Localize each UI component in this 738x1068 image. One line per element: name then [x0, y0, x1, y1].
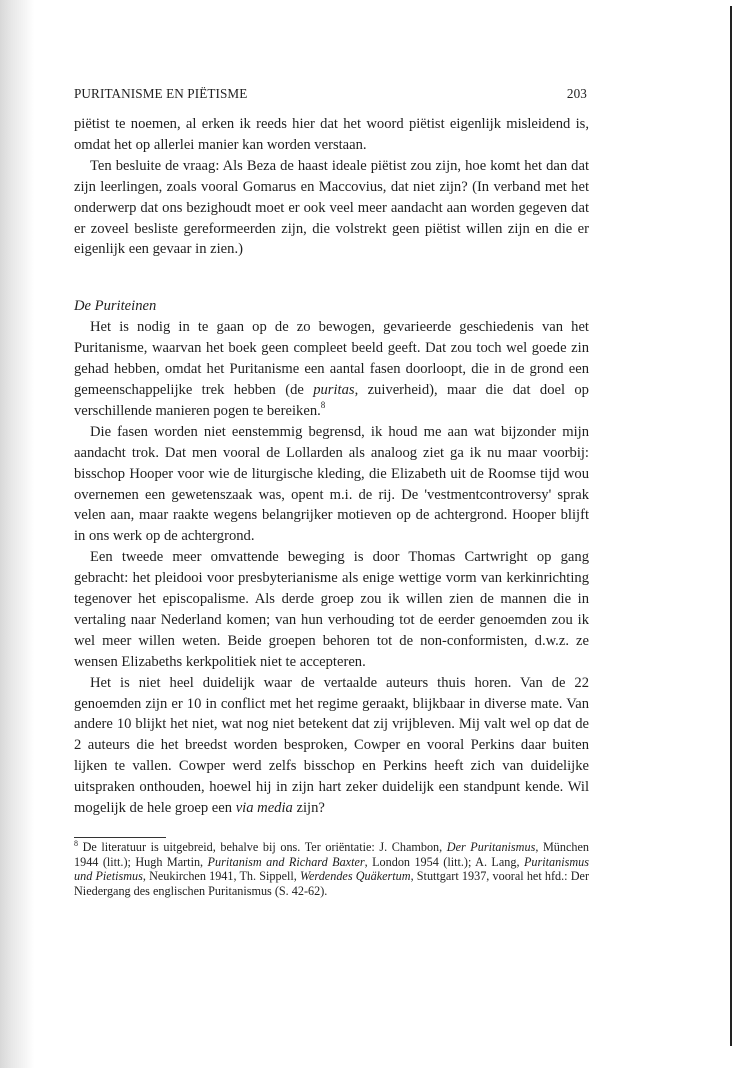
paragraph-2: Ten besluite de vraag: Als Beza de haast ideale piëtist zou zijn, hoe komt het dan dat zijn leerlingen, zoals vooral Gomarus en Maccovius, dat niet zijn? (In verband met het onderwerp dat ons bezighoudt moet er ook veel meer aandacht aan worden gegeven dat er zoveel besliste gereformeerden zijn, die volstrekt geen piëtist willen zijn en die er eigenlijk een gevaar in zien.): [74, 157, 589, 258]
paragraph-3-italic: puritas: [313, 381, 355, 398]
paragraph-4: Die fasen worden niet eenstemmig begrensd, ik houd me aan wat bijzonder mijn aandacht trok. Dat men vooral de Lollarden als analoog ziet ga ik nu maar voorbij: bisschop Hooper voor wie de liturgische kleding, die Elizabeth uit de Roomse tijd wou overnemen een gewetenszaak was, opent m.i. de rij. De 'vestmentcontroversy' sprak velen aan, maar raakte wegens belangrijker motieven op de achtergrond. Hooper blijft in ons werk op de achtergrond.: [74, 423, 589, 545]
footnote-title-1: Der Puritanismus: [446, 840, 536, 854]
section-heading: De Puriteinen: [74, 298, 157, 315]
footnote-divider: [74, 837, 166, 838]
running-head: [74, 86, 589, 102]
running-title: PURITANISME EN PIËTISME: [74, 86, 248, 101]
footnote-title-4: Werdendes Quäkertum: [299, 869, 411, 884]
page-number: 203: [566, 86, 587, 101]
footnote-number: 8: [74, 839, 78, 848]
footnote-text-5: , Stuttgart 1937, vooral het hfd.: Der Niedergang des englischen Puritanismus (S. 42-62).: [74, 869, 589, 898]
paragraph-6: [74, 673, 589, 819]
footnote-text-2: , München 1944 (litt.); Hugh Martin,: [74, 840, 589, 869]
book-page: [74, 86, 589, 898]
footnote-text-4: , Neukirchen 1941, Th. Sippell,: [142, 869, 300, 884]
paragraph-1: piëtist te noemen, al erken ik reeds hier dat het woord piëtist eigenlijk misleidend is, omdat het op allerlei manier kan worden verstaan.: [74, 116, 589, 153]
paragraph-3-text-a: Het is nodig in te gaan op de zo bewogen, gevarieerde geschiedenis van het Puritanisme, waarvan het boek geen compleet beeld geeft. Dat zou toch wel goede zin gehad hebben, omdat het Puritanisme een aantal fasen doorloopt, die in de grond een gemeenschappelijke trek hebben (de: [74, 319, 589, 398]
footnote-reference: 8: [320, 399, 326, 410]
footnote-text-3: , London 1954 (litt.); A. Lang,: [364, 854, 524, 869]
scan-edge-line: [730, 6, 732, 1046]
footnote-text-1: De literatuur is uitgebreid, behalve bij ons. Ter oriëntatie: J. Chambon,: [78, 840, 447, 854]
footnote-title-3: Puritanismus und Pietismus: [74, 854, 589, 884]
paragraph-6-italic: via media: [235, 800, 293, 817]
paragraph-5: Een tweede meer omvattende beweging is door Thomas Cartwright op gang gebracht: het pleidooi voor presbyterianisme als enige wettige vorm van kerkinrichting tegenover het episcopalisme. Als derde groep zou ik willen zien de mannen die in vertaling naar Nederland komen; van hun verhouding tot de eerder genoemden zou ik wel meer willen weten. Beide groepen behoren tot de non-conformisten, d.w.z. ze wensen Elizabeths kerkpolitiek niet te accepteren.: [74, 549, 589, 670]
scan-binding-shadow: [0, 0, 34, 1068]
paragraph-6-text-b: zijn?: [292, 800, 325, 817]
paragraph-3-text-b: , zuiverheid), maar die dat doel op verschillende manieren pogen te bereiken.: [74, 381, 589, 419]
footnote-title-2: Puritanism and Richard Baxter: [207, 854, 365, 869]
paragraph-6-text-a: Het is niet heel duidelijk waar de vertaalde auteurs thuis horen. Van de 22 genoemden zijn er 10 in conflict met het regime geraakt, blijkbaar in diverse mate. Van andere 10 blijkt het niet, wat nog niet betekent dat zij vrijbleven. Mij valt wel op dat de 2 auteurs die het breedst worden besproken, Cowper en vooral Perkins daar buiten lijken te vallen. Cowper werd zelfs bisschop en Perkins heeft zich van duidelijke uitspraken onthouden, hoewel hij in zijn hart zeker duidelijk een standpunt kende. Wil mogelijk de hele groep een: [74, 674, 589, 817]
paragraph-3: [74, 317, 589, 422]
footnote: [74, 840, 589, 898]
